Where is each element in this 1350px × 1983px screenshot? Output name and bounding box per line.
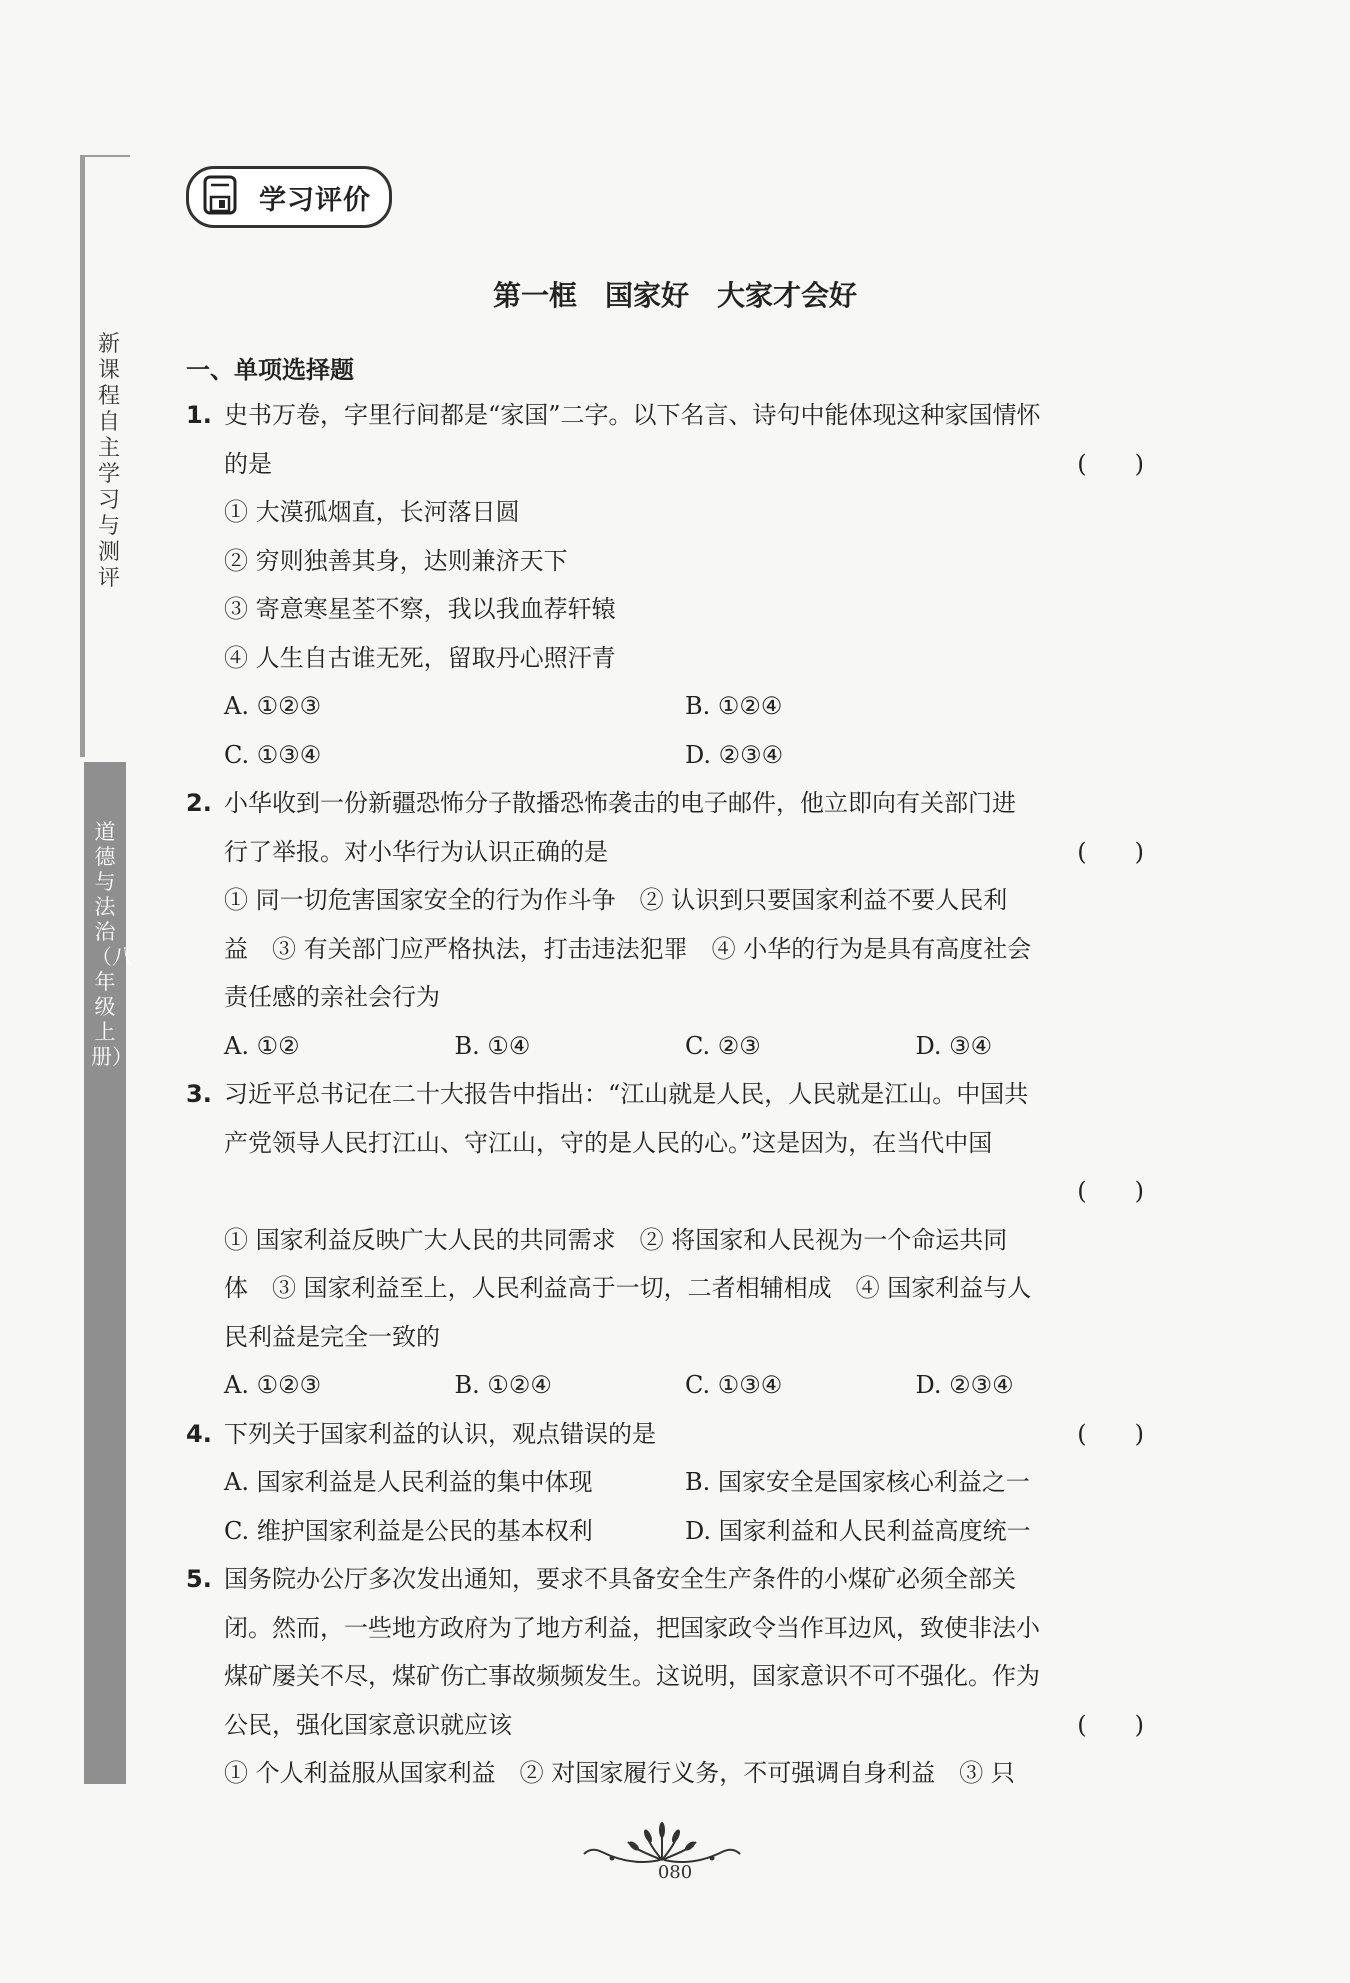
floral-ornament-icon <box>582 1820 742 1866</box>
side-series-tab <box>80 155 130 757</box>
question-1 <box>186 391 1146 779</box>
subject-title: 道德与法治（八年级上册） <box>91 820 133 1069</box>
question-stem: 闭。然而，一些地方政府为了地方利益，把国家政令当作耳边风，致使非法小 <box>224 1613 1040 1642</box>
option-d: D. ③④ <box>915 1031 993 1060</box>
statement-text: ① 同一切危害国家安全的行为作斗争 ② 认识到只要国家利益不要人民利 <box>224 886 1008 914</box>
options-row <box>186 1361 1146 1410</box>
series-title: 新课程自主学习与测评 <box>97 332 120 591</box>
section-badge <box>186 166 392 228</box>
badge-label: 学习评价 <box>259 185 371 216</box>
option-c: C. ①③④ <box>224 740 322 769</box>
lesson-title <box>0 274 1350 314</box>
option-d: D. 国家利益和人民利益高度统一 <box>685 1516 1031 1545</box>
question-list <box>186 391 1146 1798</box>
statement-item: ③ 寄意寒星荃不察，我以我血荐轩辕 <box>224 595 616 623</box>
lesson-title-part2: 国家好 <box>604 279 689 312</box>
statement-text: ① 国家利益反映广大人民的共同需求 ② 将国家和人民视为一个命运共同 <box>224 1225 1008 1254</box>
statement-text: ① 个人利益服从国家利益 ② 对国家履行义务，不可强调自身利益 ③ 只 <box>224 1759 1015 1787</box>
lesson-title-part1: 第一框 <box>492 279 577 312</box>
question-stem: 行了举报。对小华行为认识正确的是 ( ) <box>186 828 1146 877</box>
question-stem: 煤矿屡关不尽，煤矿伤亡事故频频发生。这说明，国家意识不可不强化。作为 <box>224 1662 1040 1690</box>
answer-bracket: ( ) <box>1077 1177 1144 1205</box>
option-b: B. 国家安全是国家核心利益之一 <box>685 1468 1030 1496</box>
page-number: 080 <box>657 1862 693 1883</box>
option-a: A. ①②③ <box>224 1371 322 1399</box>
question-2 <box>186 779 1146 1070</box>
question-number: 4. <box>186 1419 212 1448</box>
statement-item: ② 穷则独善其身，达则兼济天下 <box>224 546 568 575</box>
question-stem: 史书万卷，字里行间都是“家国”二字。以下名言、诗句中能体现这种家国情怀 <box>224 401 1041 429</box>
option-c: C. ①③④ <box>685 1371 783 1399</box>
option-c: C. 维护国家利益是公民的基本权利 <box>224 1516 593 1545</box>
option-d: D. ②③④ <box>915 1371 1014 1399</box>
question-number: 3. <box>186 1080 212 1108</box>
statement-text: 责任感的亲社会行为 <box>224 983 440 1011</box>
question-number: 1. <box>186 401 212 429</box>
option-a: A. ①② <box>224 1031 300 1060</box>
statement-text: 体 ③ 国家利益至上，人民利益高于一切，二者相辅相成 ④ 国家利益与人 <box>224 1274 1032 1302</box>
answer-bracket: ( ) <box>1077 837 1144 866</box>
options-row <box>186 1022 1146 1071</box>
options-row <box>186 1458 1146 1507</box>
option-a: A. ①②③ <box>224 692 322 720</box>
question-stem: 的是 ( ) <box>186 440 1146 489</box>
answer-bracket: ( ) <box>1077 449 1144 478</box>
option-c: C. ②③ <box>685 1031 761 1060</box>
question-5 <box>186 1555 1146 1798</box>
answer-bracket: ( ) <box>1077 1419 1144 1448</box>
question-number: 2. <box>186 789 212 817</box>
side-subject-tab <box>84 762 133 1784</box>
floppy-disk-icon <box>203 175 237 215</box>
option-b: B. ①②④ <box>685 692 783 720</box>
lesson-title-part3: 大家才会好 <box>717 279 858 312</box>
question-number: 5. <box>186 1565 212 1593</box>
option-b: B. ①④ <box>454 1031 531 1060</box>
question-stem: 小华收到一份新疆恐怖分子散播恐怖袭击的电子邮件，他立即向有关部门进 <box>224 789 1016 817</box>
options-row <box>186 731 1146 780</box>
statement-item: ① 大漠孤烟直，长河落日圆 <box>224 498 520 526</box>
answer-bracket: ( ) <box>1077 1710 1144 1739</box>
answer-bracket-line <box>186 1167 1146 1216</box>
question-stem: 国务院办公厅多次发出通知，要求不具备安全生产条件的小煤矿必须全部关 <box>224 1565 1016 1593</box>
section-heading: 一、单项选择题 <box>186 356 354 384</box>
statement-text: 益 ③ 有关部门应严格执法，打击违法犯罪 ④ 小华的行为是具有高度社会 <box>224 934 1032 963</box>
option-a: A. 国家利益是人民利益的集中体现 <box>224 1468 593 1496</box>
options-row <box>186 682 1146 731</box>
statement-item: ④ 人生自古谁无死，留取丹心照汗青 <box>224 643 616 672</box>
option-b: B. ①②④ <box>454 1371 552 1399</box>
question-3 <box>186 1070 1146 1410</box>
statement-text: 民利益是完全一致的 <box>224 1322 440 1351</box>
question-stem: 公民，强化国家意识就应该 ( ) <box>186 1701 1146 1750</box>
options-row <box>186 1507 1146 1556</box>
question-stem: 产党领导人民打江山、守江山，守的是人民的心。”这是因为，在当代中国 <box>224 1128 993 1157</box>
question-stem: 下列关于国家利益的认识，观点错误的是 ( ) <box>186 1410 1146 1459</box>
option-d: D. ②③④ <box>685 740 784 769</box>
question-4 <box>186 1410 1146 1556</box>
question-stem: 习近平总书记在二十大报告中指出：“江山就是人民，人民就是江山。中国共 <box>224 1080 1029 1108</box>
